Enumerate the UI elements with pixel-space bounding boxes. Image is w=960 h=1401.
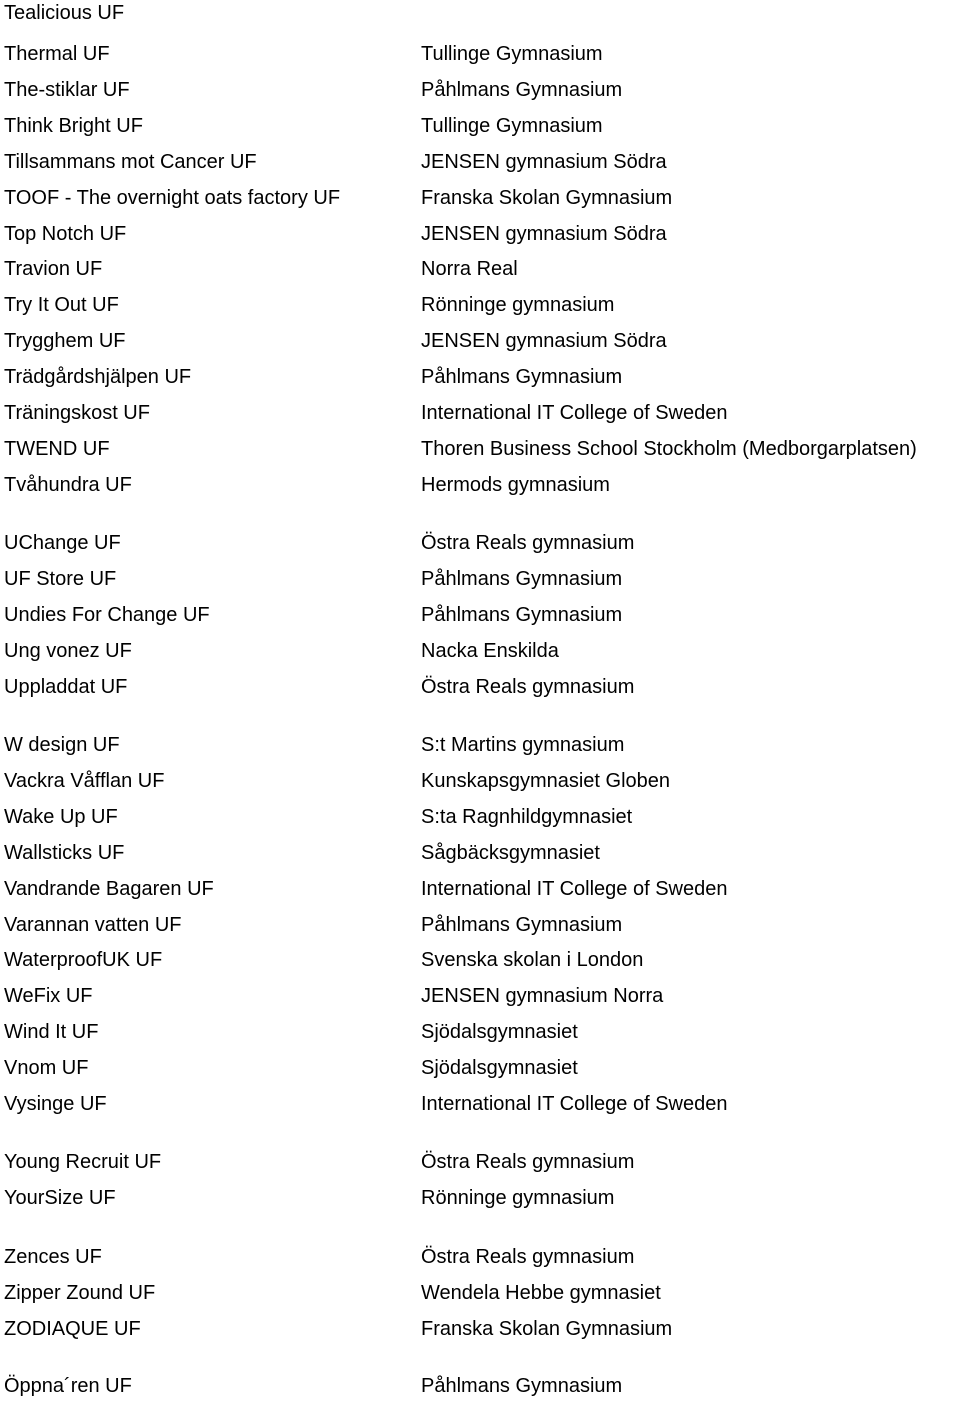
company-name: Wake Up UF <box>4 805 118 828</box>
school-name: International IT College of Sweden <box>421 1093 728 1115</box>
school-name: JENSEN gymnasium Södra <box>421 330 667 353</box>
company-name: Trädgårdshjälpen UF <box>4 366 192 389</box>
company-name: Varannan vatten UF <box>4 913 182 936</box>
header-company: Tealicious UF <box>4 2 125 24</box>
school-name: International IT College of Sweden <box>421 402 728 424</box>
school-name: Sjödalsgymnasiet <box>421 1021 578 1044</box>
company-name: Try It Out UF <box>4 294 119 317</box>
school-name: Påhlmans Gymnasium <box>421 366 623 389</box>
company-name: Vackra Våfflan UF <box>4 769 165 792</box>
school-name: Svenska skolan i London <box>421 949 644 972</box>
company-name: Think Bright UF <box>4 114 143 137</box>
company-name: Top Notch UF <box>4 222 127 245</box>
company-name: Young Recruit UF <box>4 1151 162 1173</box>
company-name: Wind It UF <box>4 1021 99 1044</box>
company-name: ZODIAQUE UF <box>4 1317 141 1340</box>
school-name: S:ta Ragnhildgymnasiet <box>421 805 633 828</box>
school-name: Östra Reals gymnasium <box>421 1151 635 1173</box>
company-name: Trygghem UF <box>4 330 126 353</box>
company-name: Undies For Change UF <box>4 603 210 626</box>
school-name: Tullinge Gymnasium <box>421 114 603 137</box>
school-name: Thoren Business School Stockholm (Medborgarplatsen) <box>421 437 917 460</box>
company-name: Öppna´ren UF <box>4 1375 132 1397</box>
school-name: Kunskapsgymnasiet Globen <box>421 769 671 792</box>
school-name: Påhlmans Gymnasium <box>421 1375 623 1397</box>
school-name: Franska Skolan Gymnasium <box>421 1317 673 1340</box>
school-name: JENSEN gymnasium Södra <box>421 222 667 245</box>
school-name: Wendela Hebbe gymnasiet <box>421 1281 661 1304</box>
company-name: Tvåhundra UF <box>4 473 132 496</box>
school-name: Hermods gymnasium <box>421 473 610 496</box>
company-name: WaterproofUK UF <box>4 949 163 972</box>
company-name: The-stiklar UF <box>4 78 130 101</box>
school-name: International IT College of Sweden <box>421 877 728 900</box>
company-name: UChange UF <box>4 532 121 554</box>
school-name: Påhlmans Gymnasium <box>421 603 623 626</box>
school-name: JENSEN gymnasium Norra <box>421 985 664 1008</box>
school-name: JENSEN gymnasium Södra <box>421 150 667 173</box>
company-name: Vnom UF <box>4 1057 89 1080</box>
school-name: Norra Real <box>421 258 518 281</box>
school-name: S:t Martins gymnasium <box>421 734 625 756</box>
company-name: TOOF - The overnight oats factory UF <box>4 186 341 209</box>
company-name: Zipper Zound UF <box>4 1281 156 1304</box>
school-name: Östra Reals gymnasium <box>421 675 635 698</box>
company-name: Wallsticks UF <box>4 841 125 864</box>
company-name: Thermal UF <box>4 43 110 65</box>
school-name: Östra Reals gymnasium <box>421 532 635 554</box>
company-name: Ung vonez UF <box>4 639 132 662</box>
school-name: Sågbäcksgymnasiet <box>421 841 600 864</box>
company-name: Träningskost UF <box>4 402 150 424</box>
company-name: Zences UF <box>4 1246 102 1268</box>
school-name: Påhlmans Gymnasium <box>421 913 623 936</box>
school-name: Tullinge Gymnasium <box>421 43 603 65</box>
school-name: Rönninge gymnasium <box>421 1186 615 1209</box>
school-name: Östra Reals gymnasium <box>421 1246 635 1268</box>
school-name: Rönninge gymnasium <box>421 294 615 317</box>
company-name: WeFix UF <box>4 985 93 1008</box>
school-name: Påhlmans Gymnasium <box>421 567 623 590</box>
company-name: Tillsammans mot Cancer UF <box>4 150 257 173</box>
company-name: UF Store UF <box>4 567 117 590</box>
company-name: Travion UF <box>4 258 103 281</box>
company-name: Vandrande Bagaren UF <box>4 877 214 900</box>
company-name: YourSize UF <box>4 1186 116 1209</box>
school-name: Franska Skolan Gymnasium <box>421 186 673 209</box>
school-name: Påhlmans Gymnasium <box>421 78 623 101</box>
school-name: Nacka Enskilda <box>421 639 559 662</box>
company-name: TWEND UF <box>4 437 110 460</box>
company-name: Uppladdat UF <box>4 675 128 698</box>
school-name: Sjödalsgymnasiet <box>421 1057 578 1080</box>
company-name: Vysinge UF <box>4 1093 107 1115</box>
company-name: W design UF <box>4 734 120 756</box>
